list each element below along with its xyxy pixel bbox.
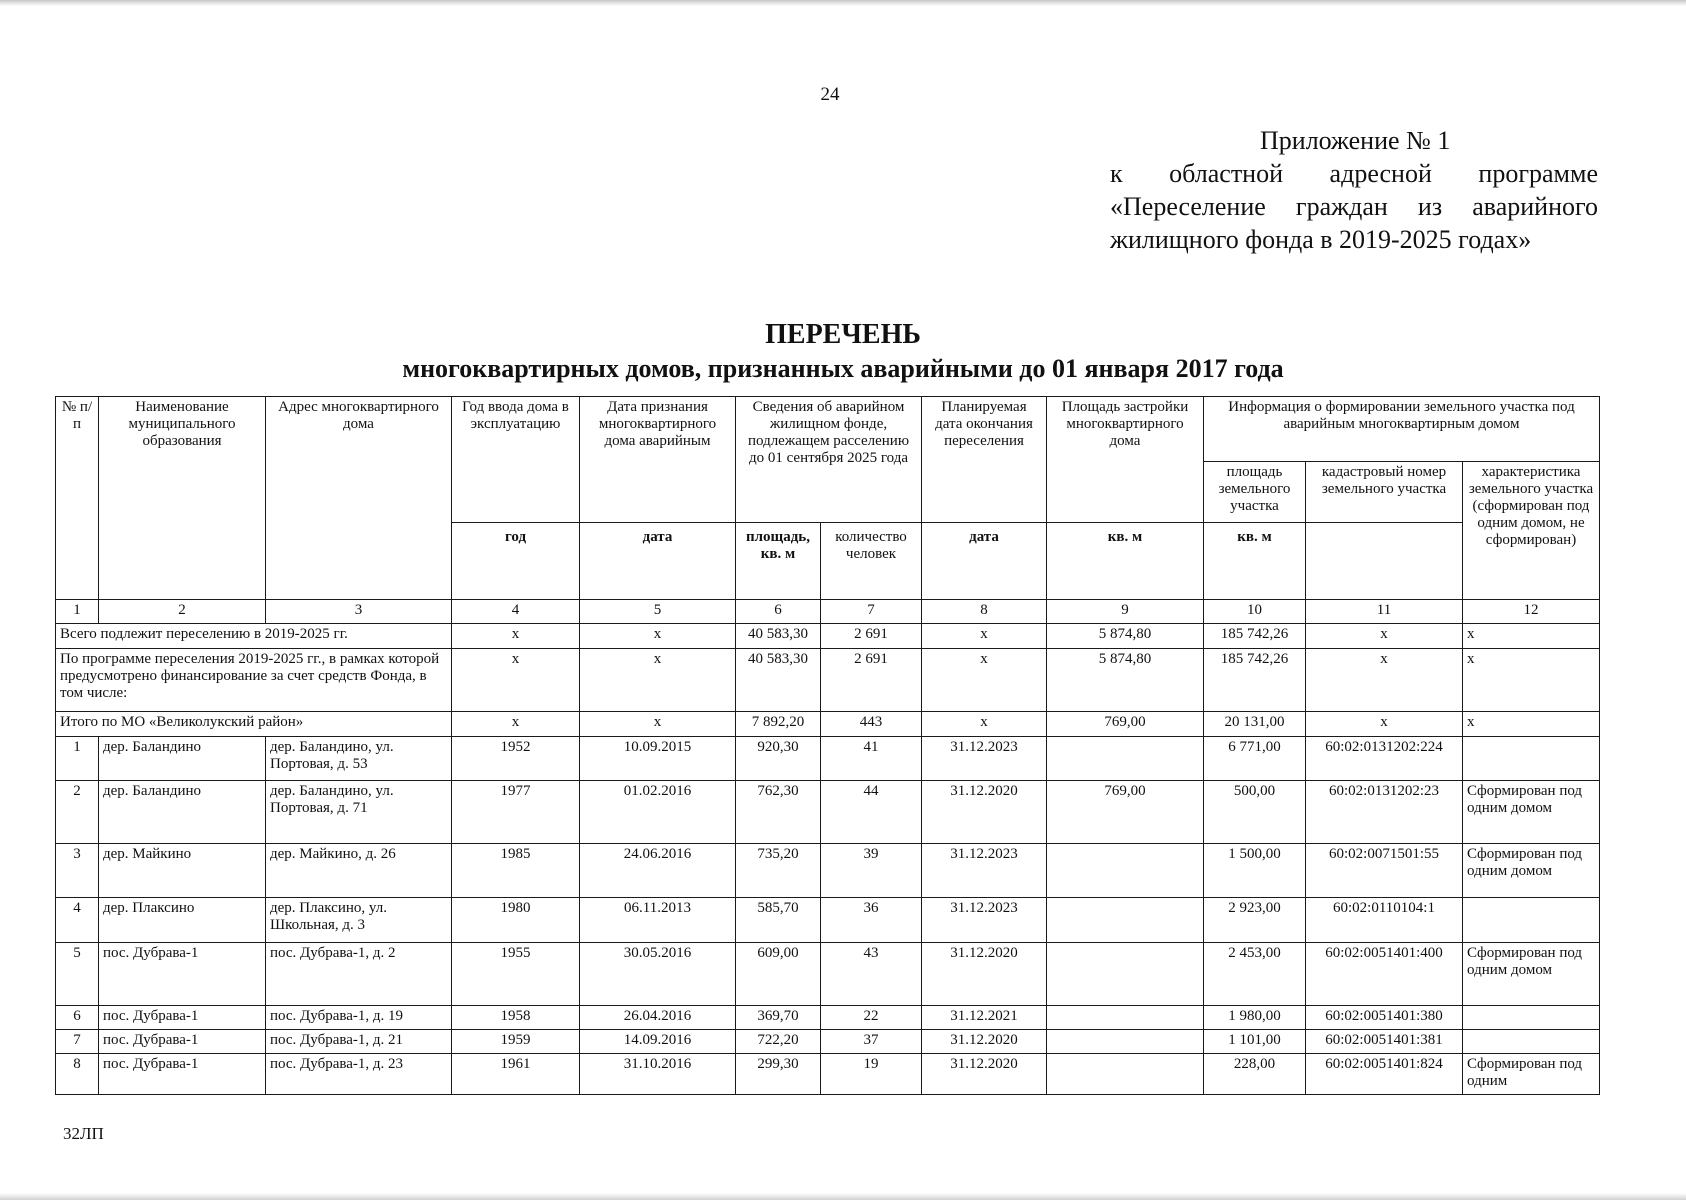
summary-cell: х [580, 624, 736, 649]
planned-date: 31.12.2023 [922, 898, 1047, 943]
summary-cell: х [452, 712, 580, 737]
building-area [1047, 1054, 1204, 1095]
summary-cell: х [580, 712, 736, 737]
table-row [56, 737, 1600, 781]
summary-cell: 5 874,80 [1047, 649, 1204, 712]
unit-area: площадь, кв. м [736, 523, 821, 600]
header-planned-date: Планируемая дата окончания переселения [922, 397, 1047, 523]
summary-cell: х [1463, 649, 1600, 712]
unit-land-area: кв. м [1204, 523, 1306, 600]
column-number: 1 [56, 600, 99, 624]
municipality: пос. Дубрава-1 [99, 943, 266, 1006]
column-number: 11 [1306, 600, 1463, 624]
planned-date: 31.12.2021 [922, 1006, 1047, 1030]
area: 299,30 [736, 1054, 821, 1095]
summary-cell: х [1463, 712, 1600, 737]
header-number: № п/п [56, 397, 99, 600]
people: 36 [821, 898, 922, 943]
cadastral-number: 60:02:0131202:23 [1306, 781, 1463, 844]
municipality: пос. Дубрава-1 [99, 1006, 266, 1030]
building-area [1047, 943, 1204, 1006]
unit-people: количество человек [821, 523, 922, 600]
document-subtitle: многоквартирных домов, признанных аварийными до 01 января 2017 года [402, 354, 1284, 383]
scan-edge-bottom [0, 1193, 1686, 1200]
appendix-line: «Переселение граждан из аварийного [1110, 192, 1598, 221]
address: пос. Дубрава-1, д. 19 [266, 1006, 452, 1030]
row-number: 7 [56, 1030, 99, 1054]
summary-row [56, 624, 1600, 649]
row-number: 8 [56, 1054, 99, 1095]
land-characteristic: Сформирован под одним домом [1463, 943, 1600, 1006]
address: дер. Баландино, ул. Портовая, д. 53 [266, 737, 452, 781]
emergency-date: 24.06.2016 [580, 844, 736, 898]
header-emergency-date: Дата признания многоквартирного дома аварийным [580, 397, 736, 523]
building-area [1047, 737, 1204, 781]
people: 44 [821, 781, 922, 844]
land-area: 500,00 [1204, 781, 1306, 844]
table-row [56, 943, 1600, 1006]
building-area [1047, 1006, 1204, 1030]
summary-label: По программе переселения 2019-2025 гг., в рамках которой предусмотрено финансирование за счет средств Фонда, в том числе: [56, 649, 452, 712]
appendix-line: жилищного фонда в 2019-2025 годах» [1110, 225, 1532, 254]
cadastral-number: 60:02:0051401:381 [1306, 1030, 1463, 1054]
area: 920,30 [736, 737, 821, 781]
summary-cell: 185 742,26 [1204, 624, 1306, 649]
unit-date: дата [580, 523, 736, 600]
column-number: 8 [922, 600, 1047, 624]
header-land-area: площадь земельного участка [1204, 462, 1306, 523]
cadastral-number: 60:02:0051401:380 [1306, 1006, 1463, 1030]
column-number: 9 [1047, 600, 1204, 624]
land-area: 6 771,00 [1204, 737, 1306, 781]
column-number: 10 [1204, 600, 1306, 624]
summary-cell: х [580, 649, 736, 712]
year: 1959 [452, 1030, 580, 1054]
table-row [56, 1006, 1600, 1030]
emergency-date: 06.11.2013 [580, 898, 736, 943]
emergency-date: 14.09.2016 [580, 1030, 736, 1054]
summary-cell: 2 691 [821, 624, 922, 649]
header-building-area: Площадь застройки многоквартирного дома [1047, 397, 1204, 523]
year: 1955 [452, 943, 580, 1006]
column-number: 5 [580, 600, 736, 624]
year: 1980 [452, 898, 580, 943]
row-number: 4 [56, 898, 99, 943]
emergency-date: 31.10.2016 [580, 1054, 736, 1095]
summary-cell: х [922, 649, 1047, 712]
summary-row [56, 649, 1600, 712]
municipality: дер. Майкино [99, 844, 266, 898]
column-number: 7 [821, 600, 922, 624]
land-area: 1 980,00 [1204, 1006, 1306, 1030]
area: 369,70 [736, 1006, 821, 1030]
building-area [1047, 898, 1204, 943]
emergency-date: 10.09.2015 [580, 737, 736, 781]
year: 1985 [452, 844, 580, 898]
year: 1958 [452, 1006, 580, 1030]
planned-date: 31.12.2020 [922, 781, 1047, 844]
table-row [56, 898, 1600, 943]
cadastral-number: 60:02:0071501:55 [1306, 844, 1463, 898]
year: 1961 [452, 1054, 580, 1095]
address: пос. Дубрава-1, д. 2 [266, 943, 452, 1006]
summary-cell: 185 742,26 [1204, 649, 1306, 712]
column-number: 4 [452, 600, 580, 624]
table-row [56, 1030, 1600, 1054]
emergency-date: 30.05.2016 [580, 943, 736, 1006]
appendix-title: Приложение № 1 [1260, 126, 1451, 155]
cadastral-number: 60:02:0051401:824 [1306, 1054, 1463, 1095]
address: пос. Дубрава-1, д. 21 [266, 1030, 452, 1054]
summary-cell: х [452, 624, 580, 649]
address: дер. Баландино, ул. Портовая, д. 71 [266, 781, 452, 844]
land-characteristic: Сформирован под одним домом [1463, 844, 1600, 898]
header-cadastral: кадастровый номер земельного участка [1306, 462, 1463, 523]
summary-cell: х [1463, 624, 1600, 649]
people: 41 [821, 737, 922, 781]
municipality: пос. Дубрава-1 [99, 1030, 266, 1054]
land-characteristic [1463, 898, 1600, 943]
land-characteristic [1463, 737, 1600, 781]
summary-label: Всего подлежит переселению в 2019-2025 гг. [56, 624, 452, 649]
land-area: 228,00 [1204, 1054, 1306, 1095]
address: пос. Дубрава-1, д. 23 [266, 1054, 452, 1095]
row-number: 2 [56, 781, 99, 844]
header-municipality: Наименование муниципального образования [99, 397, 266, 600]
column-number: 2 [99, 600, 266, 624]
cadastral-number: 60:02:0051401:400 [1306, 943, 1463, 1006]
land-area: 1 500,00 [1204, 844, 1306, 898]
cadastral-number: 60:02:0110104:1 [1306, 898, 1463, 943]
municipality: дер. Баландино [99, 781, 266, 844]
people: 22 [821, 1006, 922, 1030]
document-title: ПЕРЕЧЕНЬ [765, 319, 921, 350]
address: дер. Плаксино, ул. Школьная, д. 3 [266, 898, 452, 943]
summary-cell: х [922, 624, 1047, 649]
appendix-line: к областной адресной программе [1110, 159, 1598, 188]
emergency-date: 01.02.2016 [580, 781, 736, 844]
area: 609,00 [736, 943, 821, 1006]
page-number: 24 [820, 84, 840, 105]
row-number: 3 [56, 844, 99, 898]
people: 43 [821, 943, 922, 1006]
summary-cell: 443 [821, 712, 922, 737]
column-number: 3 [266, 600, 452, 624]
planned-date: 31.12.2020 [922, 1054, 1047, 1095]
land-area: 1 101,00 [1204, 1030, 1306, 1054]
houses-table [55, 396, 1600, 1095]
summary-cell: 40 583,30 [736, 649, 821, 712]
year: 1952 [452, 737, 580, 781]
summary-cell: 5 874,80 [1047, 624, 1204, 649]
emergency-date: 26.04.2016 [580, 1006, 736, 1030]
summary-cell: 2 691 [821, 649, 922, 712]
unit-planned-date: дата [922, 523, 1047, 600]
address: дер. Майкино, д. 26 [266, 844, 452, 898]
summary-row [56, 712, 1600, 737]
row-number: 1 [56, 737, 99, 781]
planned-date: 31.12.2020 [922, 943, 1047, 1006]
planned-date: 31.12.2020 [922, 1030, 1047, 1054]
summary-cell: х [1306, 624, 1463, 649]
municipality: дер. Баландино [99, 737, 266, 781]
header-land-characteristic: характеристика земельного участка (сформирован под одним домом, не сформирован) [1463, 462, 1600, 600]
column-numbers-row [56, 600, 1600, 624]
table-row [56, 844, 1600, 898]
land-characteristic [1463, 1030, 1600, 1054]
header-address: Адрес многоквартирного дома [266, 397, 452, 600]
land-area: 2 923,00 [1204, 898, 1306, 943]
column-number: 12 [1463, 600, 1600, 624]
land-characteristic: Сформирован под одним [1463, 1054, 1600, 1095]
area: 762,30 [736, 781, 821, 844]
building-area [1047, 844, 1204, 898]
people: 19 [821, 1054, 922, 1095]
municipality: дер. Плаксино [99, 898, 266, 943]
land-characteristic [1463, 1006, 1600, 1030]
building-area [1047, 1030, 1204, 1054]
scan-edge-top [0, 0, 1686, 6]
row-number: 6 [56, 1006, 99, 1030]
people: 39 [821, 844, 922, 898]
building-area: 769,00 [1047, 781, 1204, 844]
summary-cell: х [1306, 712, 1463, 737]
header-land-info: Информация о формировании земельного участка под аварийным многоквартирным домом [1204, 397, 1600, 462]
summary-cell: х [1306, 649, 1463, 712]
people: 37 [821, 1030, 922, 1054]
area: 735,20 [736, 844, 821, 898]
column-number: 6 [736, 600, 821, 624]
table-row [56, 781, 1600, 844]
area: 585,70 [736, 898, 821, 943]
municipality: пос. Дубрава-1 [99, 1054, 266, 1095]
planned-date: 31.12.2023 [922, 737, 1047, 781]
summary-label: Итого по МО «Великолукский район» [56, 712, 452, 737]
appendix-block [1110, 124, 1598, 256]
header-year: Год ввода дома в эксплуатацию [452, 397, 580, 523]
planned-date: 31.12.2023 [922, 844, 1047, 898]
row-number: 5 [56, 943, 99, 1006]
cadastral-number: 60:02:0131202:224 [1306, 737, 1463, 781]
unit-year: год [452, 523, 580, 600]
land-area: 2 453,00 [1204, 943, 1306, 1006]
header-housing-info: Сведения об аварийном жилищном фонде, подлежащем расселению до 01 сентября 2025 года [736, 397, 922, 523]
summary-cell: х [452, 649, 580, 712]
land-characteristic: Сформирован под одним домом [1463, 781, 1600, 844]
summary-cell: 20 131,00 [1204, 712, 1306, 737]
unit-building-area: кв. м [1047, 523, 1204, 600]
summary-cell: 40 583,30 [736, 624, 821, 649]
area: 722,20 [736, 1030, 821, 1054]
empty-cell [1306, 523, 1463, 600]
year: 1977 [452, 781, 580, 844]
table-row [56, 1054, 1600, 1095]
summary-cell: 7 892,20 [736, 712, 821, 737]
summary-cell: 769,00 [1047, 712, 1204, 737]
footer-code: 32ЛП [63, 1124, 104, 1143]
summary-cell: х [922, 712, 1047, 737]
